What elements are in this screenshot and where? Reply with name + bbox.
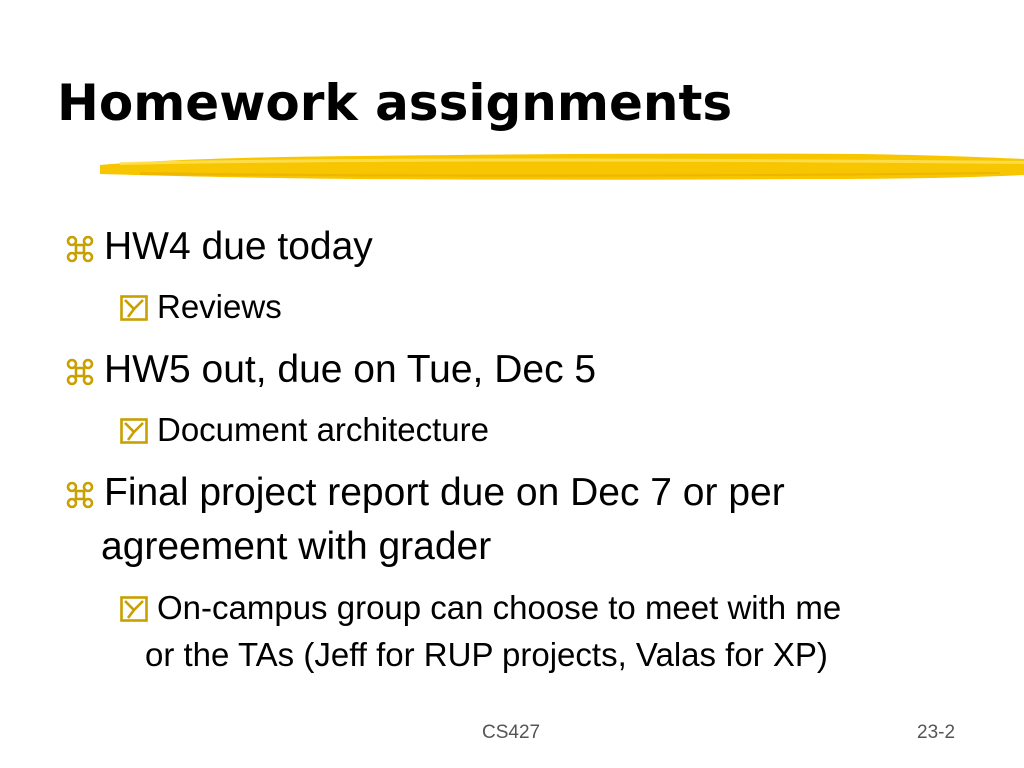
bullet-continuation [145, 632, 828, 677]
bullet-text: Document architecture [157, 411, 489, 448]
bullet-level1-item [104, 467, 785, 519]
checkbox-y-icon [120, 596, 148, 622]
bullet-level2-item [157, 585, 841, 630]
bullet-continuation [101, 521, 491, 573]
command-key-icon [66, 358, 94, 386]
slide-title: Homework assignments [57, 74, 733, 132]
bullet-level1-item [104, 221, 373, 273]
bullet-text: HW5 out, due on Tue, Dec 5 [104, 348, 597, 391]
bullet-text: Final project report due on Dec 7 or per [104, 471, 785, 514]
command-key-icon [66, 481, 94, 509]
bullet-text: or the TAs (Jeff for RUP projects, Valas for XP) [145, 636, 828, 673]
checkbox-y-icon [120, 418, 148, 444]
bullet-level1-item [104, 344, 596, 396]
bullet-level2-item [157, 407, 489, 452]
bullet-text: Reviews [157, 288, 282, 325]
command-key-icon [66, 235, 94, 263]
bullet-text: agreement with grader [101, 525, 492, 568]
footer-page-number: 23-2 [917, 722, 956, 743]
bullet-text: On-campus group can choose to meet with me [157, 589, 842, 626]
footer-course: CS427 [482, 722, 541, 743]
checkbox-y-icon [120, 295, 148, 321]
bullet-level2-item [157, 284, 282, 329]
bullet-text: HW4 due today [104, 225, 373, 268]
